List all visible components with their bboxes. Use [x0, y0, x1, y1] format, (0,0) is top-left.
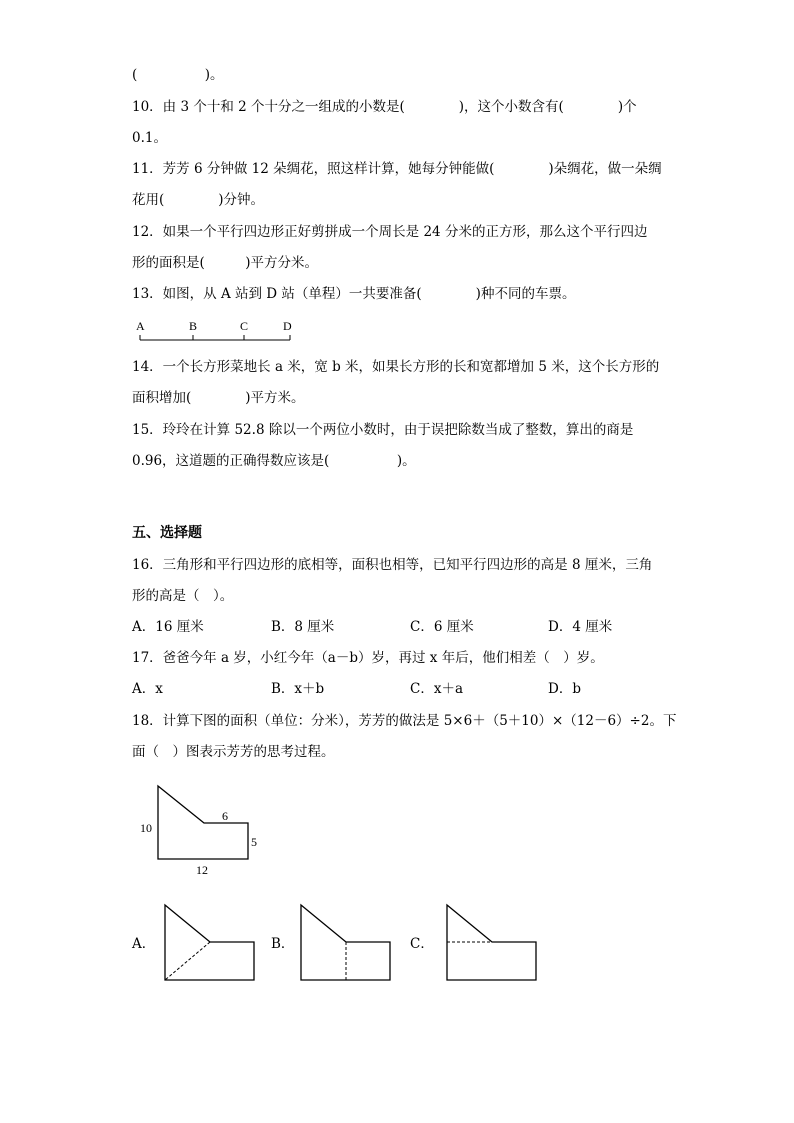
- q18-option-a-figure[interactable]: [160, 900, 260, 986]
- question-15-line-1: 15．玲玲在计算 52.8 除以一个两位小数时，由于误把除数当成了整数，算出的商是: [132, 422, 634, 438]
- q17-option-c[interactable]: C．x＋a: [410, 681, 463, 697]
- question-18-line-2: 面（ ）图表示芳芳的思考过程。: [132, 744, 335, 760]
- q18-main-figure: [130, 780, 270, 880]
- question-17: 17．爸爸今年 a 岁，小红今年（a－b）岁，再过 x 年后，他们相差（ ）岁。: [132, 650, 604, 666]
- station-label-c: C: [240, 319, 249, 333]
- q18-option-c-label[interactable]: C．: [410, 936, 434, 952]
- question-14-line-1: 14．一个长方形菜地长 a 米，宽 b 米，如果长方形的长和宽都增加 5 米，这个长方形的: [132, 359, 660, 375]
- station-label-b: B: [189, 319, 198, 333]
- question-10-line-1: 10．由 3 个十和 2 个十分之一组成的小数是( )，这个小数含有( )个: [132, 99, 637, 115]
- question-14-line-2: 面积增加( )平方米。: [132, 390, 305, 406]
- station-label-d: D: [283, 319, 292, 333]
- label-right: 5: [251, 835, 257, 849]
- question-15-line-2: 0.96，这道题的正确得数应该是( )。: [132, 453, 416, 469]
- section-title: 五、选择题: [132, 525, 202, 541]
- station-label-a: A: [136, 319, 145, 333]
- question-13: 13．如图，从 A 站到 D 站（单程）一共要准备( )种不同的车票。: [132, 286, 576, 302]
- label-left: 10: [140, 821, 152, 835]
- q17-option-d[interactable]: D．b: [548, 681, 581, 697]
- question-12-line-1: 12．如果一个平行四边形正好剪拼成一个周长是 24 分米的正方形，那么这个平行四边: [132, 224, 648, 240]
- station-line-figure: [130, 316, 300, 346]
- question-10-line-2: 0.1。: [132, 130, 167, 146]
- q18-option-c-figure[interactable]: [442, 900, 542, 986]
- question-12-line-2: 形的面积是( )平方分米。: [132, 255, 319, 271]
- q16-option-b[interactable]: B．8 厘米: [271, 619, 335, 635]
- question-16-line-2: 形的高是（ ）。: [132, 588, 234, 604]
- label-top: 6: [222, 809, 228, 823]
- question-11-line-2: 花用( )分钟。: [132, 192, 265, 208]
- question-11-line-1: 11．芳芳 6 分钟做 12 朵绸花，照这样计算，她每分钟能做( )朵绸花，做一朵绸: [132, 161, 662, 177]
- question-18-line-1: 18．计算下图的面积（单位：分米），芳芳的做法是 5×6＋（5＋10）×（12－6）÷2。下: [132, 713, 677, 729]
- q18-option-b-figure[interactable]: [296, 900, 396, 986]
- q17-option-a[interactable]: A．x: [132, 681, 163, 697]
- q17-option-b[interactable]: B．x＋b: [271, 681, 325, 697]
- q16-option-d[interactable]: D．4 厘米: [548, 619, 613, 635]
- q18-option-b-label[interactable]: B．: [271, 936, 295, 952]
- q16-option-a[interactable]: A．16 厘米: [132, 619, 204, 635]
- q16-option-c[interactable]: C．6 厘米: [410, 619, 474, 635]
- blank-continuation: ( )。: [132, 67, 224, 83]
- label-bottom: 12: [196, 863, 208, 877]
- q18-option-a-label[interactable]: A．: [132, 936, 156, 952]
- question-16-line-1: 16．三角形和平行四边形的底相等，面积也相等，已知平行四边形的高是 8 厘米，三角: [132, 557, 653, 573]
- composite-shape: [158, 786, 248, 859]
